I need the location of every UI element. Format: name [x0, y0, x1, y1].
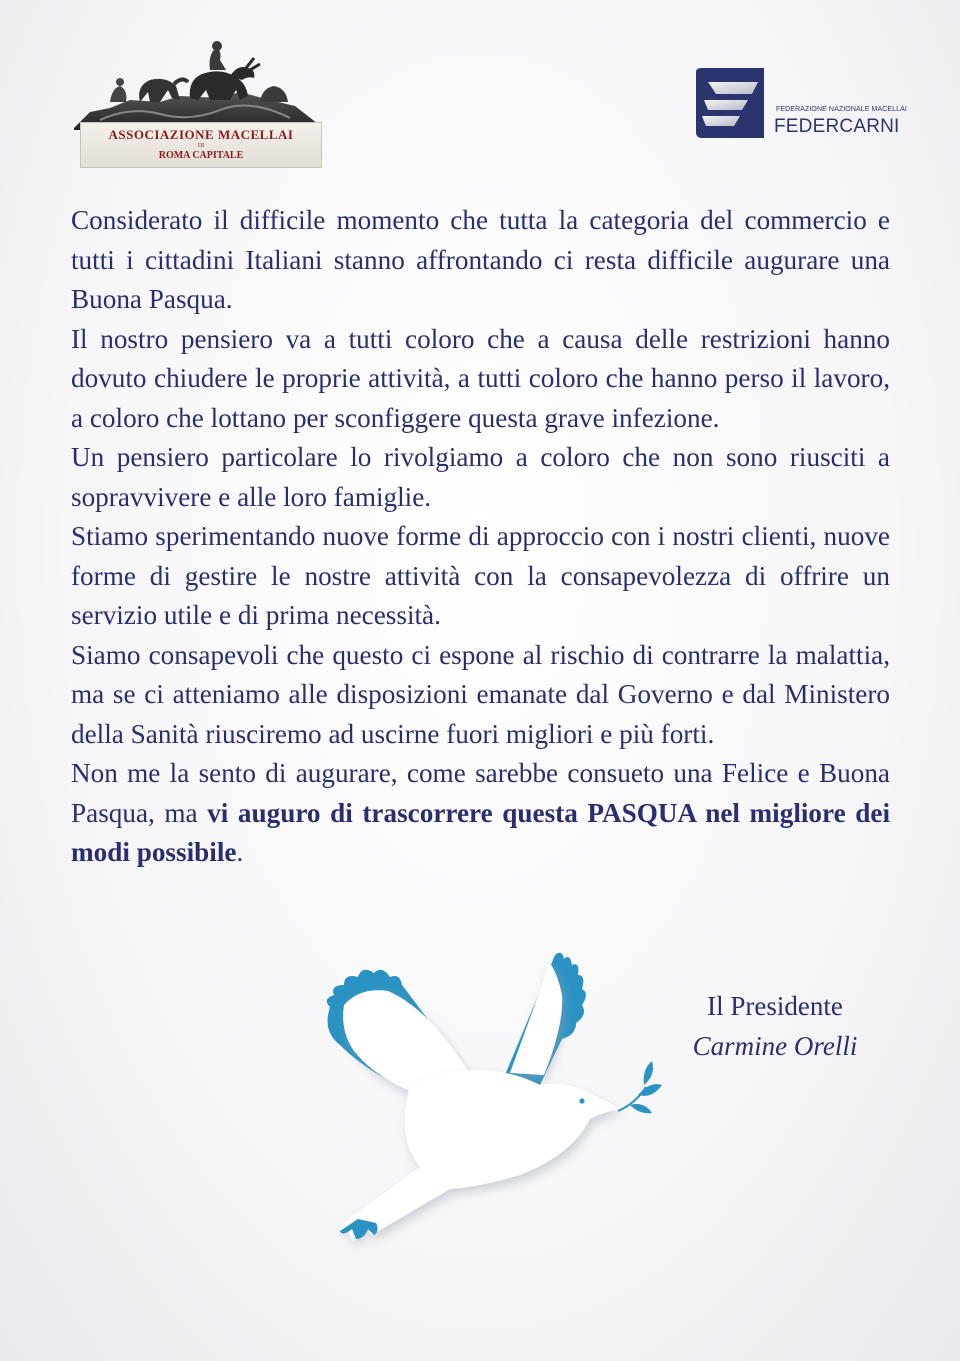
federcarni-subtitle: FEDERAZIONE NAZIONALE MACELLAI [776, 106, 907, 113]
signature-name: Carmine Orelli [692, 1031, 858, 1061]
federcarni-f-icon [694, 68, 766, 138]
letter-paragraph-1: Considerato il difficile momento che tutta la categoria del commercio e tutti i cittadini Italiani stanno affrontando ci resta difficile augurare una Buona Pasqua. [71, 205, 890, 314]
logo-line-2: DI [197, 143, 205, 149]
letter-paragraph-4: Stiamo sperimentando nuove forme di approccio con i nostri clienti, nuove forme di gestire le nostre attività con la consapevolezza di offrire un servizio utile e di prima necessità. [71, 521, 890, 630]
letter-paragraph-5: Siamo consapevoli che questo ci espone al rischio di contrarre la malattia, ma se ci atteniamo alle disposizioni emanate dal Governo e dal Ministero della Sanità riusciremo ad uscirne fuori migliori e più forti. [71, 639, 890, 749]
associazione-macellai-logo [70, 40, 322, 168]
letter-paragraph-2: Il nostro pensiero va a tutti coloro che a causa delle restrizioni hanno dovuto chiudere le proprie attività, a tutti coloro che hanno perso il lavoro, a coloro che lottano per sconfiggere questa grave infezione. [71, 323, 890, 433]
signature-role: Il Presidente [707, 991, 843, 1021]
closing-period: . [236, 837, 244, 867]
dove-with-olive-branch-icon [300, 935, 680, 1285]
logo-line-3: ROMA CAPITALE [158, 150, 244, 161]
letter-body [71, 201, 890, 873]
bull-sculpture-icon [70, 40, 322, 130]
federcarni-name: FEDERCARNI [774, 116, 900, 137]
closing-wish-bold: vi auguro di trascorrere questa PASQUA nel migliore dei modi possibile [71, 797, 890, 867]
logo-line-1: ASSOCIAZIONE MACELLAI [108, 127, 294, 142]
federcarni-logo [694, 68, 907, 140]
closing-text: Non me la sento di augurare, come sarebbe consueto una Felice e Buona Pasqua, ma [71, 758, 890, 828]
logo-plate [80, 122, 322, 168]
signature-block [665, 986, 885, 1066]
letter-paragraph-6 [71, 754, 890, 873]
letter-paragraph-3: Un pensiero particolare lo rivolgiamo a coloro che non sono riusciti a sopravvivere e alle loro famiglie. [71, 442, 890, 512]
